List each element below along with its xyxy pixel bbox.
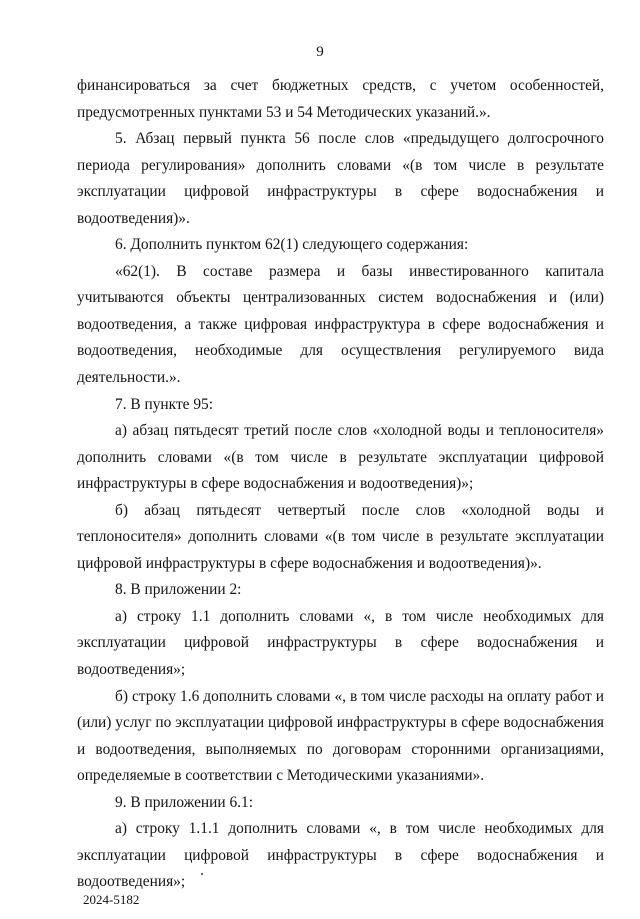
- paragraph-item-8: 8. В приложении 2:: [115, 581, 242, 599]
- paragraph-continuation: финансироваться за счет бюджетных средств, с учетом особенностей, предусмотренных пунктами 53 и 54 Методических указаний.».: [77, 77, 604, 121]
- paragraph-item-9a: а) строку 1.1.1 дополнить словами «, в том числе необходимых для эксплуатации цифровой инфраструктуры в сфере водоснабжения и водоотведения»;: [77, 820, 604, 891]
- paragraph-item-7b: б) абзац пятьдесят четвертый после слов «холодной воды и теплоносителя» дополнить словами «(в том числе в результате эксплуатации цифровой инфраструктуры в сфере водоснабжения и водоотведения)».: [77, 501, 604, 572]
- page-number: 9: [316, 44, 324, 60]
- scan-dot: [201, 873, 203, 875]
- paragraph-item-7: 7. В пункте 95:: [115, 395, 214, 413]
- document-code: 2024-5182: [83, 892, 140, 907]
- body-text: [77, 73, 604, 896]
- paragraph-item-8b: б) строку 1.6 дополнить словами «, в том числе расходы на оплату работ и (или) услуг по эксплуатации цифровой инфраструктуры в сфере водоснабжения и водоотведения, выполняемых по договорам сторонними организациями, определяемые в соответствии с Методическими указаниями».: [77, 687, 604, 785]
- paragraph-item-7a: а) абзац пятьдесят третий после слов «холодной воды и теплоносителя» дополнить словами «(в том числе в результате эксплуатации цифровой инфраструктуры в сфере водоснабжения и водоотведения)»;: [77, 422, 604, 493]
- paragraph-item-5: 5. Абзац первый пункта 56 после слов «предыдущего долгосрочного периода регулирования» дополнить словами «(в том числе в результате эксплуатации цифровой инфраструктуры в сфере водоснабжения и водоотведения)».: [77, 130, 604, 227]
- paragraph-quote-62-1: «62(1). В составе размера и базы инвестированного капитала учитываются объекты централизованных систем водоснабжения и (или) водоотведения, а также цифровая инфраструктура в сфере водоснабжения и водоотведения, необходимые для осуществления регулируемого вида деятельности.».: [77, 262, 604, 387]
- paragraph-item-8a: а) строку 1.1 дополнить словами «, в том числе необходимых для эксплуатации цифровой инфраструктуры в сфере водоснабжения и водоотведения»;: [77, 607, 604, 679]
- paragraph-item-6: 6. Дополнить пунктом 62(1) следующего содержания:: [115, 236, 469, 254]
- paragraph-item-9: 9. В приложении 6.1:: [115, 793, 253, 811]
